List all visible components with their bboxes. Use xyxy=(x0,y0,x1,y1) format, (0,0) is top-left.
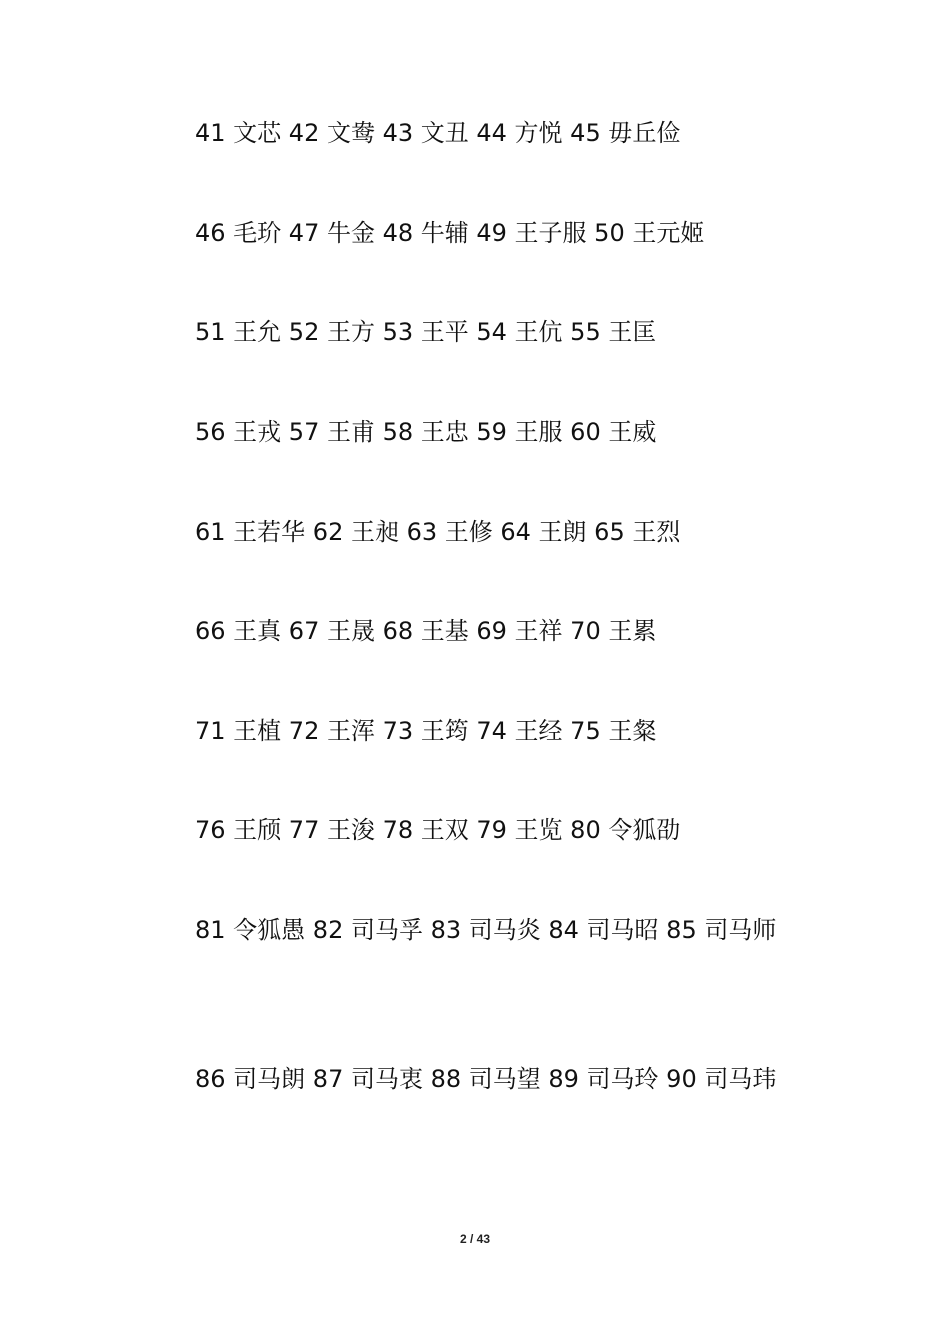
line-text: 51 王允 52 王方 53 王平 54 王伉 55 王匡 xyxy=(195,318,657,346)
text-line xyxy=(143,208,810,258)
text-line xyxy=(143,606,810,656)
text-line xyxy=(143,407,810,457)
text-line xyxy=(143,805,810,855)
text-line xyxy=(143,706,810,756)
line-text: 56 王戎 57 王甫 58 王忠 59 王服 60 王威 xyxy=(195,418,657,446)
page-number: 2 / 43 xyxy=(459,1232,491,1246)
line-text: 71 王植 72 王浑 73 王筠 74 王经 75 王粲 xyxy=(195,717,657,745)
text-line xyxy=(143,108,810,158)
line-text: 66 王真 67 王晟 68 王基 69 王祥 70 王累 xyxy=(195,617,657,645)
line-text: 76 王颀 77 王浚 78 王双 79 王览 80 令狐劭 xyxy=(195,816,681,844)
line-text: 81 令狐愚 82 司马孚 83 司马炎 84 司马昭 85 司马师 xyxy=(195,916,777,944)
line-text: 41 文芯 42 文鸯 43 文丑 44 方悦 45 毋丘俭 xyxy=(195,119,681,147)
line-text: 86 司马朗 87 司马衷 88 司马望 89 司马玲 90 司马玮 xyxy=(195,1065,777,1093)
line-text: 61 王若华 62 王昶 63 王修 64 王朗 65 王烈 xyxy=(195,518,681,546)
text-line xyxy=(143,307,810,357)
text-line xyxy=(143,507,810,557)
text-line xyxy=(143,905,810,955)
text-line xyxy=(143,1054,810,1104)
line-text: 46 毛玠 47 牛金 48 牛辅 49 王子服 50 王元姬 xyxy=(195,219,705,247)
